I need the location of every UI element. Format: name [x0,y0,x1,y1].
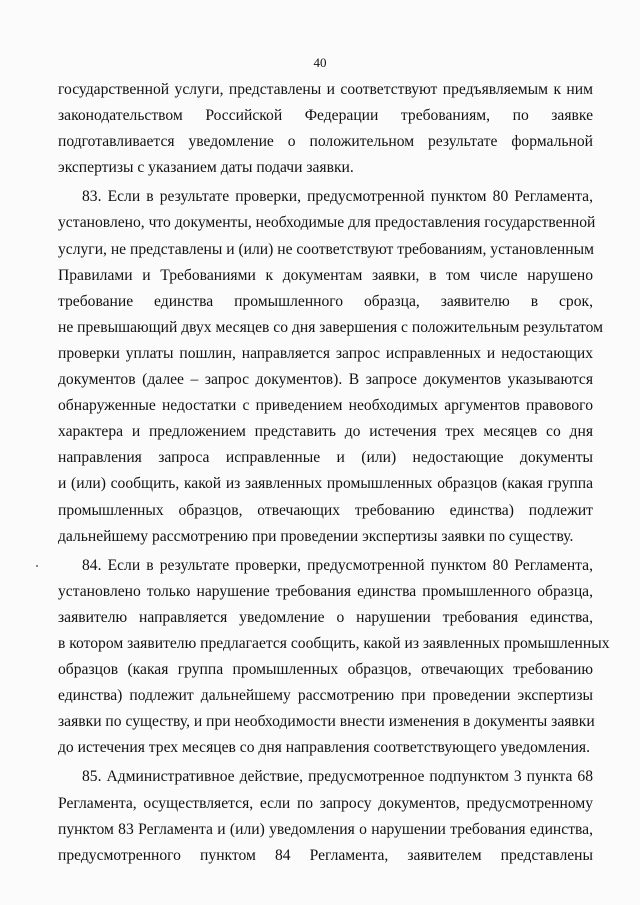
text-line: обнаруженные недостатки с приведением необходимых аргументов правового [58,397,593,415]
document-body [58,77,610,869]
text-line: проверки уплаты пошлин, направляется запрос исправленных и недостающих [58,344,593,362]
text-line: установлено только нарушение требования единства промышленного образца, [58,582,593,600]
text-line: единства) подлежит дальнейшему рассмотрению при проведении экспертизы [58,687,593,705]
text-line: установлено, что документы, необходимые для предоставления государственной [58,214,596,232]
text-line: требование единства промышленного образца, заявителю в срок, [58,292,593,310]
text-line: предусмотренного пунктом 84 Регламента, заявителем представлены [58,846,593,864]
text-line: подготавливается уведомление о положительном результате формальной [58,133,593,151]
text-line: Правилами и Требованиями к документам заявки, в том числе нарушено [58,266,593,284]
text-line: до истечения трех месяцев со дня направления соответствующего уведомления. [58,739,591,757]
text-line: государственной услуги, представлены и соответствуют предъявляемым к ним [58,81,593,98]
text-line: промышленных образцов, отвечающих требованию единства) подлежит [58,501,593,519]
text-line: 83. Если в результате проверки, предусмотренной пунктом 80 Регламента, [82,188,593,206]
paragraph-84 [58,553,610,762]
text-line: 85. Административное действие, предусмотренное подпунктом 3 пункта 68 [82,768,593,786]
text-line: документов (далее – запрос документов). В запросе документов указываются [58,371,593,389]
paragraph-85 [58,764,593,868]
text-line: экспертизы с указанием даты подачи заявки. [58,159,354,177]
text-line: характера и предложением представить до истечения трех месяцев со дня [58,423,593,441]
text-line: услуги, не представлены и (или) не соответствуют требованиям, установленным [58,240,594,258]
text-line: образцов (какая группа промышленных образцов, отвечающих требованию [58,661,593,679]
paragraph-83 [58,184,603,549]
text-line: пунктом 83 Регламента и (или) уведомления о нарушении требования единства, [58,820,593,838]
text-line: и (или) сообщить, какой из заявленных промышленных образцов (какая группа [58,475,593,493]
text-line: заявки по существу, и при необходимости внести изменения в документы заявки [58,713,595,731]
scan-speck [36,565,38,567]
text-line: законодательством Российской Федерации требованиям, по заявке [58,107,593,125]
text-line: дальнейшему рассмотрению при проведении экспертизы заявки по существу. [58,527,574,545]
text-line: Регламента, осуществляется, если по запросу документов, предусмотренному [58,794,593,812]
text-line: не превышающий двух месяцев со дня завершения с положительным результатом [58,318,603,336]
page-number: 40 [313,55,327,70]
paragraph-continuation [58,77,593,181]
text-line: заявителю направляется уведомление о нарушении требования единства, [58,608,593,626]
text-line: в котором заявителю предлагается сообщить, какой из заявленных промышленных [58,634,610,652]
text-line: направления запроса исправленные и (или) недостающие документы [58,449,593,467]
text-line: 84. Если в результате проверки, предусмотренной пунктом 80 Регламента, [82,556,593,574]
